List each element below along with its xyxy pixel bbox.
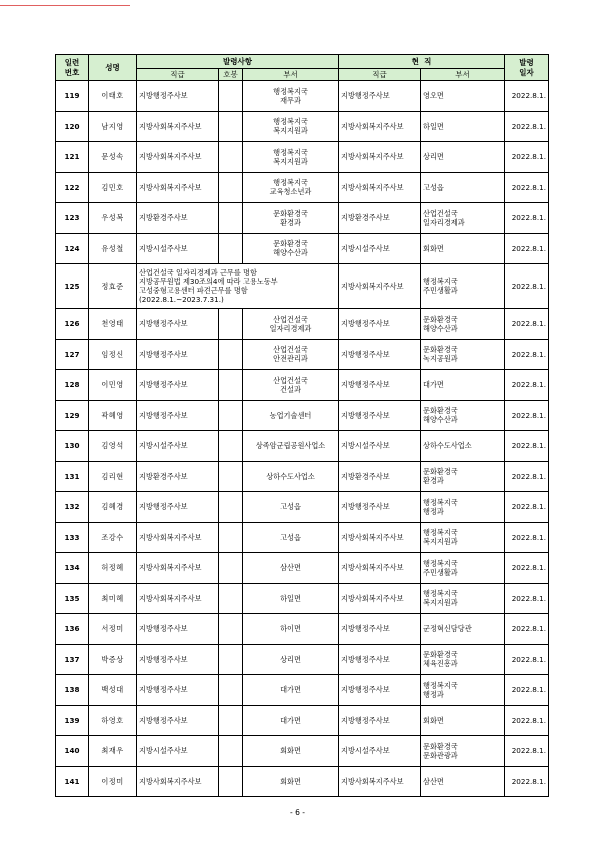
current-grade: 지방시설주사보	[339, 233, 421, 264]
row-number: 136	[56, 614, 89, 645]
appointment-date: 2022.8.1.	[505, 203, 549, 234]
current-dept-line: 환경과	[423, 476, 444, 486]
appointment-date: 2022.8.1.	[505, 522, 549, 553]
appointment-note-line: 산업건설국 일자리경제과 근무를 명함	[139, 268, 257, 277]
appointment-date: 2022.8.1.	[505, 675, 549, 706]
current-dept-line: 회화면	[423, 243, 444, 253]
table-row	[56, 264, 549, 309]
person-name: 곽혜영	[89, 400, 137, 431]
person-name: 유성철	[89, 233, 137, 264]
current-dept	[421, 614, 505, 645]
appointment-dept-line: 삼산면	[280, 563, 301, 573]
current-dept	[421, 233, 505, 264]
appointment-dept-line: 안전관리과	[273, 354, 308, 364]
current-grade: 지방행정주사보	[339, 705, 421, 736]
appointment-grade: 지방시설주사보	[137, 736, 219, 767]
current-grade: 지방행정주사보	[339, 400, 421, 431]
current-dept-line: 문화환경국	[423, 467, 458, 477]
table-row	[56, 553, 549, 584]
appointment-date: 2022.8.1.	[505, 233, 549, 264]
appointment-dept	[243, 142, 339, 173]
current-dept-line: 행정복지국	[423, 589, 458, 599]
appointment-dept	[243, 583, 339, 614]
person-name: 김민호	[89, 172, 137, 203]
appointment-dept-line: 일자리경제과	[269, 323, 312, 333]
person-name: 백성대	[89, 675, 137, 706]
col-header-current-grade: 직급	[339, 69, 421, 81]
appointment-dept-line: 농업기술센터	[269, 410, 312, 420]
appointment-step	[219, 644, 243, 675]
appointment-grade: 지방행정주사보	[137, 81, 219, 112]
table-row	[56, 431, 549, 462]
current-dept	[421, 553, 505, 584]
col-header-date: 발령 일자	[505, 55, 549, 81]
person-name: 김혜경	[89, 492, 137, 523]
appointment-note-line: 지방공무원법 제30조의4에 따라 고용노동부	[139, 277, 278, 286]
current-dept-line: 행정복지국	[423, 558, 458, 568]
appointment-dept-line: 대가면	[280, 685, 301, 695]
appointment-date: 2022.8.1.	[505, 111, 549, 142]
current-dept	[421, 339, 505, 370]
current-dept-line: 문화환경국	[423, 650, 458, 660]
appointment-dept	[243, 553, 339, 584]
appointment-grade: 지방사회복지주사보	[137, 142, 219, 173]
appointment-step	[219, 203, 243, 234]
table-row	[56, 172, 549, 203]
person-name: 최재우	[89, 736, 137, 767]
table-row	[56, 522, 549, 553]
current-dept-line: 녹지공원과	[423, 354, 458, 364]
appointment-step	[219, 233, 243, 264]
appointment-dept-line: 회화면	[280, 776, 301, 786]
appointment-grade: 지방사회복지주사보	[137, 553, 219, 584]
current-grade: 지방행정주사보	[339, 339, 421, 370]
appointment-step	[219, 431, 243, 462]
appointment-dept-line: 재무과	[280, 95, 301, 105]
appointment-dept-line: 상하수도사업소	[266, 471, 315, 481]
current-dept	[421, 431, 505, 462]
appointment-date: 2022.8.1.	[505, 766, 549, 797]
current-dept	[421, 736, 505, 767]
appointment-grade: 지방행정주사보	[137, 400, 219, 431]
current-grade: 지방행정주사보	[339, 370, 421, 401]
appointment-date: 2022.8.1.	[505, 492, 549, 523]
appointment-dept-line: 하일면	[280, 593, 301, 603]
col-header-grade: 직급	[137, 69, 219, 81]
appointment-grade: 지방행정주사보	[137, 370, 219, 401]
table-row	[56, 400, 549, 431]
appointment-step	[219, 705, 243, 736]
appointment-dept	[243, 675, 339, 706]
appointment-step	[219, 492, 243, 523]
current-dept-line: 주민생활과	[423, 567, 458, 577]
appointment-grade: 지방사회복지주사보	[137, 172, 219, 203]
appointment-date: 2022.8.1.	[505, 370, 549, 401]
person-name: 허정혜	[89, 553, 137, 584]
appointment-date: 2022.8.1.	[505, 583, 549, 614]
appointment-grade: 지방사회복지주사보	[137, 522, 219, 553]
appointment-dept-line: 해양수산과	[273, 248, 308, 258]
row-number: 121	[56, 142, 89, 173]
current-dept-line: 행정과	[423, 689, 444, 699]
col-header-step: 호봉	[219, 69, 243, 81]
current-dept-line: 고성읍	[423, 182, 444, 192]
person-name: 남지영	[89, 111, 137, 142]
appointment-date: 2022.8.1.	[505, 172, 549, 203]
row-number: 127	[56, 339, 89, 370]
row-number: 123	[56, 203, 89, 234]
row-number: 138	[56, 675, 89, 706]
current-grade: 지방사회복지주사보	[339, 583, 421, 614]
current-grade: 지방행정주사보	[339, 492, 421, 523]
person-name: 문성속	[89, 142, 137, 173]
table-row	[56, 461, 549, 492]
person-name: 이정미	[89, 766, 137, 797]
appointment-dept	[243, 431, 339, 462]
current-grade: 지방행정주사보	[339, 309, 421, 340]
row-number: 139	[56, 705, 89, 736]
appointment-date: 2022.8.1.	[505, 339, 549, 370]
appointment-dept-line: 산업건설국	[273, 375, 308, 385]
appointment-step	[219, 309, 243, 340]
current-dept	[421, 766, 505, 797]
appointment-date: 2022.8.1.	[505, 431, 549, 462]
current-dept-line: 주민생활과	[423, 286, 458, 295]
appointment-dept-line: 산업건설국	[273, 314, 308, 324]
top-rule	[0, 5, 130, 6]
current-dept-line: 문화환경국	[423, 314, 458, 324]
table-body	[56, 81, 549, 797]
appointment-dept	[243, 339, 339, 370]
personnel-table	[55, 54, 549, 797]
person-name: 김영석	[89, 431, 137, 462]
current-grade: 지방환경주사보	[339, 461, 421, 492]
current-grade: 지방사회복지주사보	[339, 553, 421, 584]
person-name: 임정신	[89, 339, 137, 370]
appointment-dept-line: 하이면	[280, 624, 301, 634]
appointment-date: 2022.8.1.	[505, 309, 549, 340]
appointment-step	[219, 583, 243, 614]
appointment-date: 2022.8.1.	[505, 400, 549, 431]
current-grade: 지방시설주사보	[339, 431, 421, 462]
current-dept-line: 행정복지국	[423, 497, 458, 507]
table-row	[56, 675, 549, 706]
row-number: 131	[56, 461, 89, 492]
col-header-name: 성명	[89, 55, 137, 81]
appointment-dept-line: 복지지원과	[273, 126, 308, 136]
current-grade: 지방사회복지주사보	[339, 264, 421, 309]
appointment-date: 2022.8.1.	[505, 81, 549, 112]
row-number: 130	[56, 431, 89, 462]
current-dept	[421, 675, 505, 706]
appointment-grade: 지방사회복지주사보	[137, 111, 219, 142]
appointment-dept	[243, 644, 339, 675]
appointment-dept	[243, 736, 339, 767]
appointment-note	[137, 264, 339, 309]
table-row	[56, 583, 549, 614]
table-row	[56, 309, 549, 340]
person-name: 박증상	[89, 644, 137, 675]
appointment-step	[219, 339, 243, 370]
current-dept-line: 문화환경국	[423, 741, 458, 751]
group-header-appointment: 발령사항	[137, 55, 339, 69]
row-number: 141	[56, 766, 89, 797]
current-grade: 지방행정주사보	[339, 81, 421, 112]
current-dept-line: 상하수도사업소	[423, 441, 472, 451]
appointment-dept-line: 대가면	[280, 715, 301, 725]
current-dept-line: 영오면	[423, 91, 444, 101]
current-dept	[421, 400, 505, 431]
appointment-dept-line: 문화환경국	[273, 239, 308, 249]
appointment-dept-line: 교육청소년과	[269, 187, 312, 197]
appointment-date: 2022.8.1.	[505, 553, 549, 584]
current-grade: 지방행정주사보	[339, 644, 421, 675]
appointment-dept-line: 복지지원과	[273, 156, 308, 166]
appointment-dept	[243, 81, 339, 112]
appointment-dept	[243, 492, 339, 523]
appointment-step	[219, 461, 243, 492]
table-row	[56, 492, 549, 523]
appointment-step	[219, 142, 243, 173]
row-number: 133	[56, 522, 89, 553]
current-dept-line: 회화면	[423, 715, 444, 725]
appointment-step	[219, 370, 243, 401]
current-dept	[421, 522, 505, 553]
current-dept	[421, 81, 505, 112]
current-dept	[421, 492, 505, 523]
page-number: - 6 -	[290, 808, 305, 817]
appointment-date: 2022.8.1.	[505, 461, 549, 492]
appointment-date: 2022.8.1.	[505, 705, 549, 736]
appointment-dept-line: 행정복지국	[273, 147, 308, 157]
current-dept	[421, 264, 505, 309]
appointment-date: 2022.8.1.	[505, 142, 549, 173]
current-dept-line: 해양수산과	[423, 323, 458, 333]
current-grade: 지방사회복지주사보	[339, 766, 421, 797]
row-number: 119	[56, 81, 89, 112]
current-grade: 지방시설주사보	[339, 736, 421, 767]
appointment-note-line: 고성중형고용센터 파견근무를 명함	[139, 286, 248, 295]
appointment-grade: 지방환경주사보	[137, 461, 219, 492]
person-name: 천영태	[89, 309, 137, 340]
row-number: 129	[56, 400, 89, 431]
appointment-step	[219, 766, 243, 797]
current-dept	[421, 461, 505, 492]
current-dept	[421, 142, 505, 173]
appointment-grade: 지방행정주사보	[137, 492, 219, 523]
appointment-dept-line: 고성읍	[280, 532, 301, 542]
person-name: 하영호	[89, 705, 137, 736]
row-number: 134	[56, 553, 89, 584]
appointment-dept-line: 상족암군립공원사업소	[255, 441, 326, 451]
appointment-step	[219, 172, 243, 203]
appointment-dept-line: 상리면	[280, 654, 301, 664]
person-name: 조강수	[89, 522, 137, 553]
current-dept-line: 행정복지국	[423, 277, 458, 286]
appointment-grade: 지방행정주사보	[137, 309, 219, 340]
appointment-grade: 지방행정주사보	[137, 614, 219, 645]
appointment-dept	[243, 172, 339, 203]
table-row	[56, 644, 549, 675]
appointment-dept	[243, 522, 339, 553]
appointment-grade: 지방행정주사보	[137, 705, 219, 736]
table-row	[56, 81, 549, 112]
appointment-dept-line: 행정복지국	[273, 117, 308, 127]
current-dept	[421, 111, 505, 142]
person-name: 서정미	[89, 614, 137, 645]
row-number: 124	[56, 233, 89, 264]
appointment-dept-line: 행정복지국	[273, 86, 308, 96]
appointment-dept	[243, 705, 339, 736]
current-dept-line: 문화환경국	[423, 406, 458, 416]
appointment-dept	[243, 309, 339, 340]
person-name: 정효준	[89, 264, 137, 309]
current-grade: 지방사회복지주사보	[339, 111, 421, 142]
row-number: 122	[56, 172, 89, 203]
person-name: 이태호	[89, 81, 137, 112]
table-row	[56, 203, 549, 234]
appointment-step	[219, 400, 243, 431]
group-header-current: 현 직	[339, 55, 505, 69]
col-header-dept: 부서	[243, 69, 339, 81]
appointment-date: 2022.8.1.	[505, 644, 549, 675]
current-dept-line: 행정복지국	[423, 680, 458, 690]
current-dept-line: 상리면	[423, 152, 444, 162]
appointment-step	[219, 614, 243, 645]
table-row	[56, 766, 549, 797]
current-grade: 지방사회복지주사보	[339, 142, 421, 173]
appointment-grade: 지방행정주사보	[137, 644, 219, 675]
current-dept-line: 대가면	[423, 380, 444, 390]
col-header-current-dept: 부서	[421, 69, 505, 81]
current-dept-line: 하일면	[423, 121, 444, 131]
appointment-dept-line: 회화면	[280, 746, 301, 756]
current-dept	[421, 644, 505, 675]
current-dept-line: 복지지원과	[423, 537, 458, 547]
row-number: 140	[56, 736, 89, 767]
appointment-step	[219, 675, 243, 706]
current-dept-line: 군정혁신담당관	[423, 624, 472, 634]
col-header-no: 일련 번호	[56, 55, 89, 81]
table-row	[56, 614, 549, 645]
appointment-dept	[243, 111, 339, 142]
appointment-step	[219, 81, 243, 112]
current-grade: 지방환경주사보	[339, 203, 421, 234]
current-dept-line: 해양수산과	[423, 415, 458, 425]
current-dept-line: 삼산면	[423, 776, 444, 786]
current-dept-line: 행정복지국	[423, 528, 458, 538]
table-row	[56, 111, 549, 142]
current-dept-line: 일자리경제과	[423, 217, 465, 227]
current-dept-line: 문화환경국	[423, 345, 458, 355]
current-dept	[421, 309, 505, 340]
person-name: 우성복	[89, 203, 137, 234]
table-row	[56, 142, 549, 173]
appointment-grade: 지방행정주사보	[137, 675, 219, 706]
appointment-dept	[243, 370, 339, 401]
appointment-dept-line: 산업건설국	[273, 345, 308, 355]
appointment-grade: 지방환경주사보	[137, 203, 219, 234]
current-dept-line: 복지지원과	[423, 598, 458, 608]
appointment-grade: 지방사회복지주사보	[137, 766, 219, 797]
table-row	[56, 736, 549, 767]
appointment-dept-line: 건설과	[280, 384, 301, 394]
appointment-dept-line: 환경과	[280, 217, 301, 227]
appointment-step	[219, 553, 243, 584]
appointment-date: 2022.8.1.	[505, 736, 549, 767]
table-row	[56, 233, 549, 264]
appointment-grade: 지방사회복지주사보	[137, 583, 219, 614]
appointment-dept	[243, 233, 339, 264]
appointment-grade: 지방행정주사보	[137, 339, 219, 370]
current-dept-line: 행정과	[423, 506, 444, 516]
appointment-dept	[243, 203, 339, 234]
current-dept-line: 문화관광과	[423, 750, 458, 760]
appointment-note-line: (2022.8.1.~2023.7.31.)	[139, 295, 224, 304]
row-number: 120	[56, 111, 89, 142]
person-name: 김리현	[89, 461, 137, 492]
current-dept-line: 체육진흥과	[423, 659, 458, 669]
appointment-dept-line: 행정복지국	[273, 178, 308, 188]
current-dept	[421, 583, 505, 614]
current-grade: 지방행정주사보	[339, 614, 421, 645]
row-number: 128	[56, 370, 89, 401]
current-dept-line: 산업건설국	[423, 208, 458, 218]
appointment-dept	[243, 400, 339, 431]
current-grade: 지방사회복지주사보	[339, 522, 421, 553]
appointment-date: 2022.8.1.	[505, 264, 549, 309]
table-row	[56, 339, 549, 370]
row-number: 137	[56, 644, 89, 675]
current-dept	[421, 370, 505, 401]
appointment-step	[219, 522, 243, 553]
appointment-grade: 지방시설주사보	[137, 431, 219, 462]
appointment-dept	[243, 614, 339, 645]
appointment-step	[219, 111, 243, 142]
current-dept	[421, 705, 505, 736]
current-dept	[421, 203, 505, 234]
person-name: 이민영	[89, 370, 137, 401]
row-number: 126	[56, 309, 89, 340]
person-name: 최미혜	[89, 583, 137, 614]
appointment-grade: 지방시설주사보	[137, 233, 219, 264]
table-row	[56, 370, 549, 401]
row-number: 125	[56, 264, 89, 309]
current-dept	[421, 172, 505, 203]
appointment-step	[219, 736, 243, 767]
current-grade: 지방행정주사보	[339, 675, 421, 706]
row-number: 135	[56, 583, 89, 614]
appointment-date: 2022.8.1.	[505, 614, 549, 645]
appointment-dept	[243, 766, 339, 797]
table-row	[56, 705, 549, 736]
row-number: 132	[56, 492, 89, 523]
appointment-dept	[243, 461, 339, 492]
appointment-dept-line: 고성읍	[280, 502, 301, 512]
appointment-dept-line: 문화환경국	[273, 208, 308, 218]
current-grade: 지방사회복지주사보	[339, 172, 421, 203]
